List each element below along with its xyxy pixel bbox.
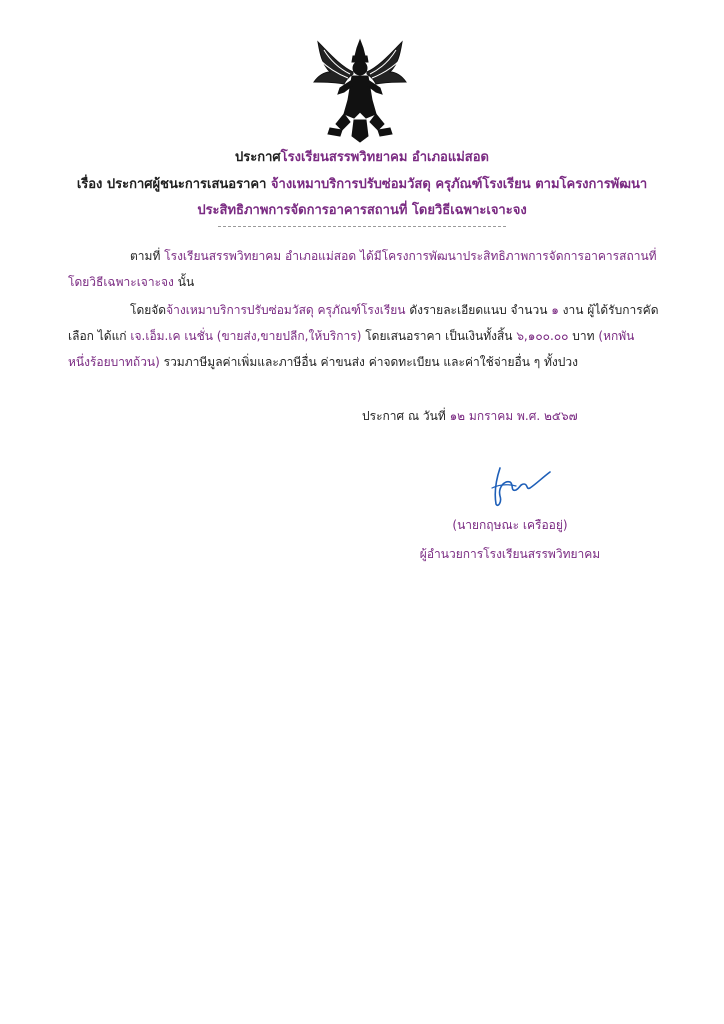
p2-prefix: โดยจัด [130, 303, 167, 317]
date-prefix: ประกาศ ณ วันที่ [362, 409, 450, 423]
paragraph-2-line-1 [130, 297, 720, 323]
p2-currency: บาท [568, 329, 599, 343]
announcement-date [362, 407, 578, 426]
signature-icon [470, 462, 552, 510]
p2-subject: จ้างเหมาบริการปรับซ่อมวัสดุ ครุภัณฑ์โรงเรียน [166, 303, 406, 317]
p2-line2-start: เลือก ได้แก่ [68, 329, 131, 343]
separator-line [218, 226, 506, 227]
p2-winner: เจ.เอ็ม.เค เนชั่น (ขายส่ง,ขายปลีก,ให้บริการ) [130, 329, 362, 343]
p1-school-name: โรงเรียนสรรพวิทยาคม อำเภอแม่สอด [164, 249, 357, 263]
subject-line-1 [40, 173, 684, 194]
p2-quantity: ๑ [551, 303, 559, 317]
p1-prefix: ตามที่ [130, 249, 165, 263]
title-prefix: ประกาศ [235, 150, 281, 165]
p2-amount: ๖,๑๐๐.๐๐ [516, 329, 569, 343]
paragraph-1-line-1 [130, 243, 720, 269]
p2-amount-words-2: หนึ่งร้อยบาทถ้วน) [68, 355, 160, 369]
date-value: ๑๒ มกราคม พ.ศ. ๒๕๖๗ [449, 409, 578, 423]
subject-text: จ้างเหมาบริการปรับซ่อมวัสดุ ครุภัณฑ์โรงเรียน ตามโครงการพัฒนา [270, 177, 648, 192]
paragraph-1-line-2 [68, 269, 658, 295]
p2-amount-words-1: (หกพัน [598, 329, 635, 343]
paragraph-2-line-3 [68, 349, 658, 375]
signer-position: ผู้อำนวยการโรงเรียนสรรพวิทยาคม [419, 547, 601, 561]
p2-line2-mid: โดยเสนอราคา เป็นเงินทั้งสิ้น [361, 329, 517, 343]
title-school-name: โรงเรียนสรรพวิทยาคม อำเภอแม่สอด [280, 150, 489, 165]
signer-name: (นายกฤษณะ เครืออยู่) [452, 518, 568, 532]
p2-unit: งาน ผู้ได้รับการคัด [558, 303, 659, 317]
p2-mid: ดังรายละเอียดแนบ จำนวน [405, 303, 552, 317]
garuda-emblem-icon [310, 38, 410, 144]
paragraph-2-line-2 [68, 323, 658, 349]
p1-end: นั้น [173, 275, 195, 289]
announcement-title [40, 146, 684, 167]
subject-prefix: เรื่อง ประกาศผู้ชนะการเสนอราคา [76, 177, 267, 192]
p1-method: โดยวิธีเฉพาะเจาะจง [68, 275, 174, 289]
p1-project: ได้มีโครงการพัฒนาประสิทธิภาพการจัดการอาคารสถานที่ [356, 249, 657, 263]
p2-line3-end: รวมภาษีมูลค่าเพิ่มและภาษีอื่น ค่าขนส่ง ค่าจดทะเบียน และค่าใช้จ่ายอื่น ๆ ทั้งปวง [159, 355, 579, 369]
subject-line-2: ประสิทธิภาพการจัดการอาคารสถานที่ โดยวิธีเฉพาะเจาะจง [197, 203, 527, 218]
